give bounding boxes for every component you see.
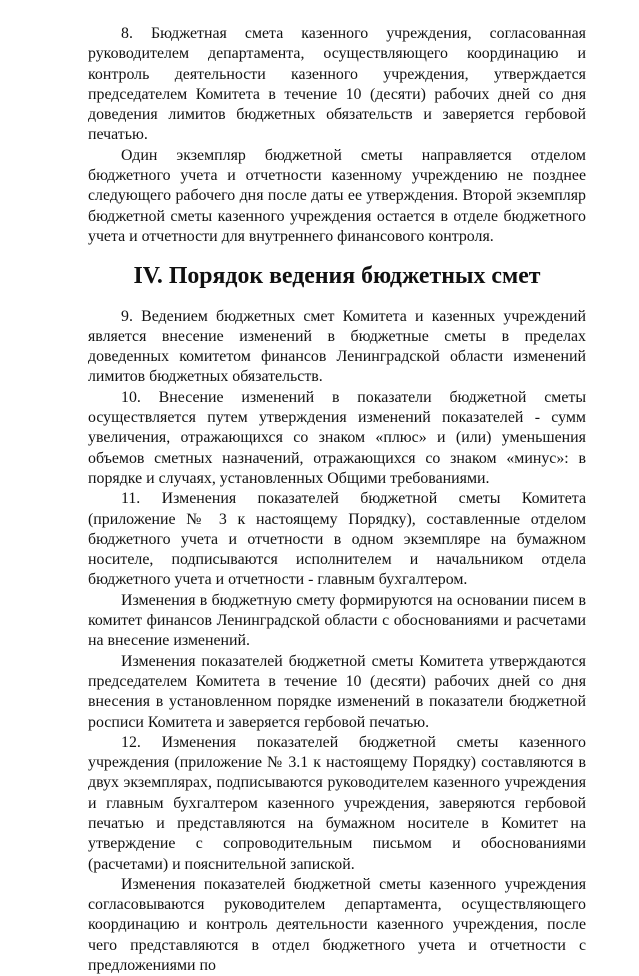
paragraph-12: 12. Изменения показателей бюджетной сметы казенного учреждения (приложение № 3.1 к настоящему Порядку) составляются в двух экземплярах, подписываются руководителем казенного учреждения и главным бухгалтером казенного учреждения, заверяются гербовой печатью и представляются на бумажном носителе в Комитет на утверждение с сопроводительным письмом и обоснованиями (расчетами) и пояснительной запиской. [88,733,586,873]
paragraph-changes-agreement: Изменения показателей бюджетной сметы казенного учреждения согласовываются руководителем департамента, осуществляющего координацию и контроль деятельности казенного учреждения, после чего представляются в отдел бюджетного учета и отчетности с предложениями по [88,875,586,975]
paragraph-copy-distribution: Один экземпляр бюджетной сметы направляется отделом бюджетного учета и отчетности казенному учреждению не позднее следующего рабочего дня после даты ее утверждения. Второй экземпляр бюджетной сметы казенного учреждения остается в отделе бюджетного учета и отчетности для внутреннего финансового контроля. [88,146,586,245]
section-heading: IV. Порядок ведения бюджетных смет [133,263,541,290]
paragraph-8: 8. Бюджетная смета казенного учреждения, согласованная руководителем департамента, осуществляющего координацию и контроль деятельности казенного учреждения, утверждается председателем Комитета в течение 10 (десяти) рабочих дней со дня доведения лимитов бюджетных обязательств и заверяется гербовой печатью. [88,25,586,144]
paragraph-changes-approval: Изменения показателей бюджетной сметы Комитета утверждаются председателем Комитета в течение 10 (десяти) рабочих дней со дня внесения в установленном порядке изменений в показатели бюджетной росписи Комитета и заверяется гербовой печатью. [88,652,586,731]
paragraph-10: 10. Внесение изменений в показатели бюджетной сметы осуществляется путем утверждения изменений показателей - сумм увеличения, отражающихся со знаком «плюс» и (или) уменьшения объемов сметных назначений, отражающихся со знаком «минус»: в порядке и случаях, установленных Общими требованиями. [88,388,586,487]
paragraph-changes-basis: Изменения в бюджетную смету формируются на основании писем в комитет финансов Ленинградской области с обоснованиями и расчетами на внесение изменений. [88,591,586,650]
paragraph-9: 9. Ведением бюджетных смет Комитета и казенных учреждений является внесение изменений в бюджетные сметы в пределах доведенных комитетом финансов Ленинградской области изменений лимитов бюджетных обязательств. [88,307,586,386]
paragraph-11: 11. Изменения показателей бюджетной сметы Комитета (приложение № 3 к настоящему Порядку), составленные отделом бюджетного учета и отчетности в одном экземпляре на бумажном носителе, подписываются исполнителем и начальником отдела бюджетного учета и отчетности - главным бухгалтером. [88,490,586,589]
